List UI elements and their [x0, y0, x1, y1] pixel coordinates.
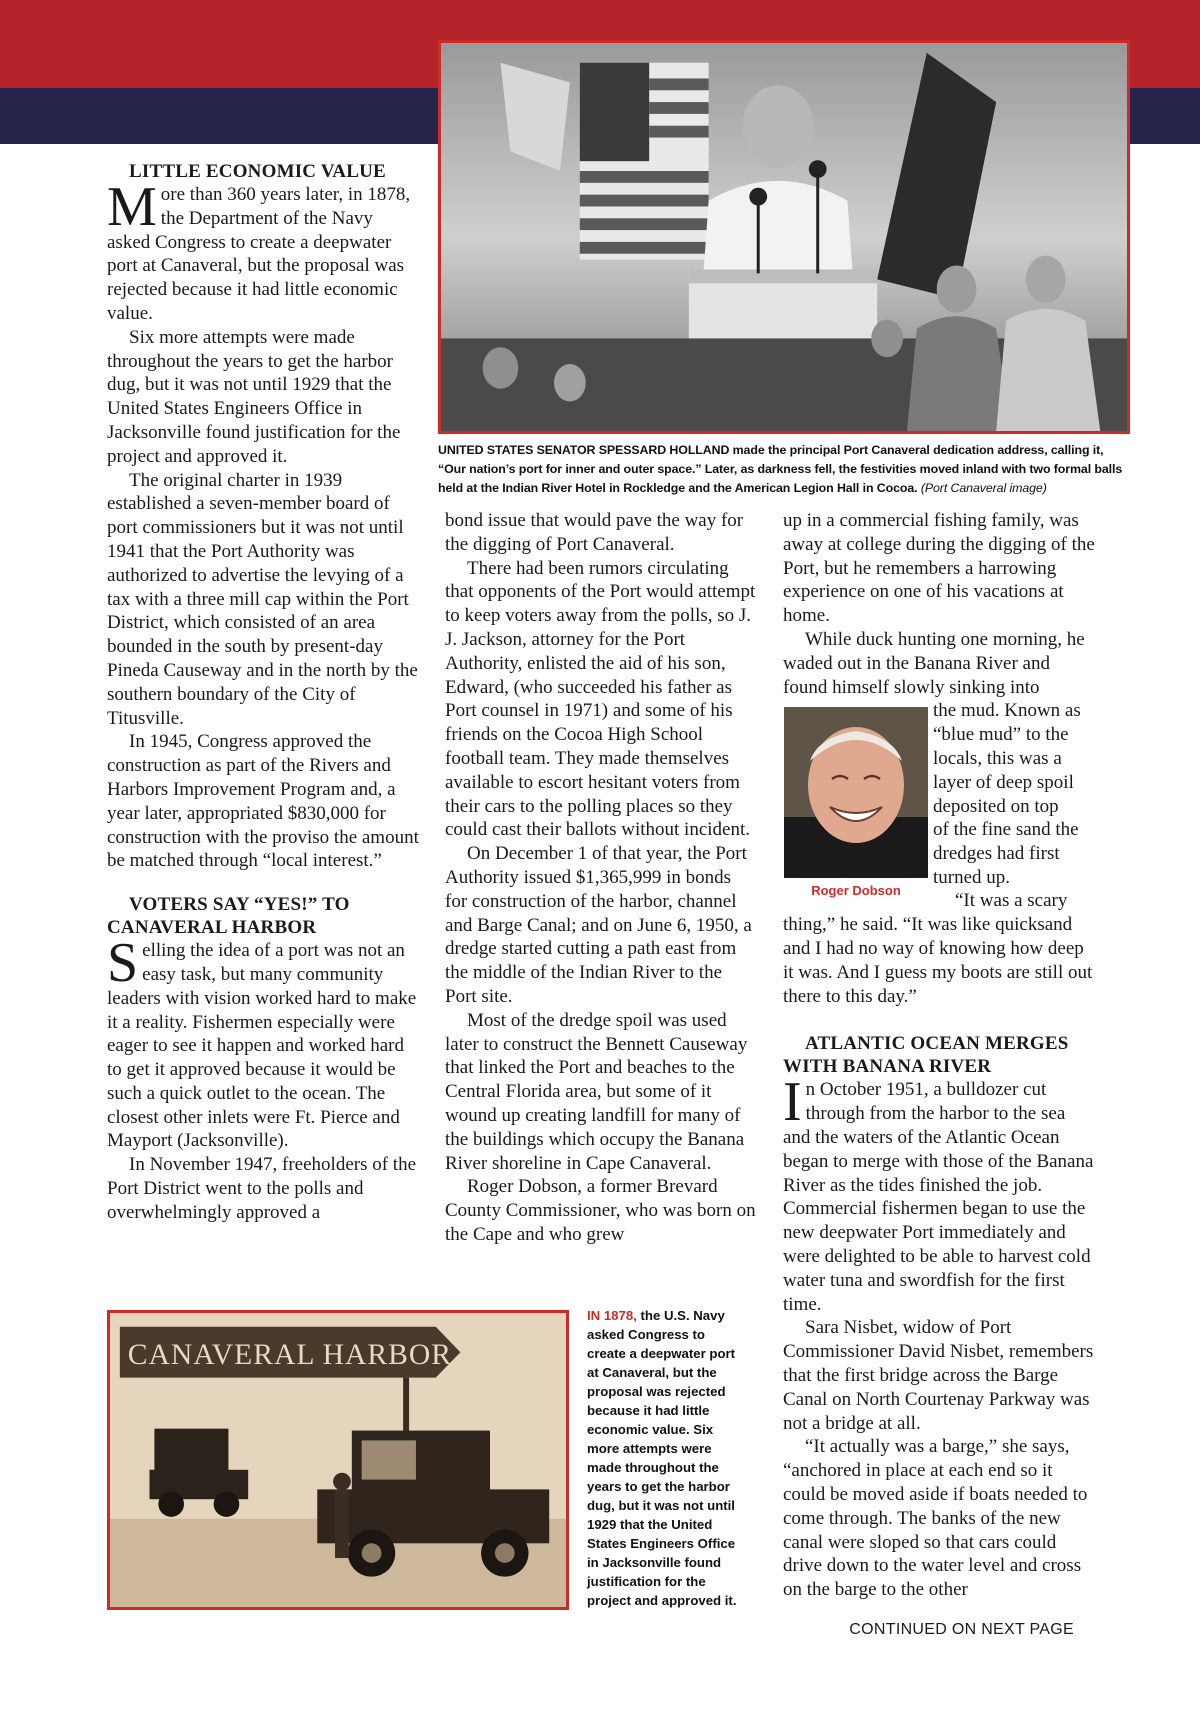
continued-label: CONTINUED ON NEXT PAGE	[849, 1621, 1074, 1638]
drop-cap: M	[107, 176, 157, 238]
paragraph: The original charter in 1939 established a seven-member board of port commissioners but it was not until 1941 that the Port Authority was authorized to advertise the levying of a tax with a three mill cap within the Port District, which consisted of an area bounded in the south by present-day Pineda Causeway and in the north by the southern boundary of the City of Titusville.	[107, 469, 418, 729]
paragraph: There had been rumors circulating that opponents of the Port would attempt to keep voters away from the polls, so J. J. Jackson, attorney for the Port Authority, enlisted the aid of his son, Edward, (who succeeded his father as Port counsel in 1971) and some of his friends on the Cocoa High School football team. They made themselves available to escort hesitant voters from their cars to the polling places so they could cast their ballots without incident.	[445, 557, 756, 841]
drop-cap: I	[783, 1071, 802, 1134]
paragraph: Most of the dredge spoil was used later to construct the Bennett Causeway that linked the Port and beaches to the Central Florida area, but some of it wound up creating landfill for many of the buildings which occupy the Banana River shoreline in Cape Canaveral.	[445, 1009, 748, 1174]
dedication-photo-caption	[438, 441, 1128, 498]
caption-body: the U.S. Navy asked Congress to create a deepwater port at Canaveral, but the proposal was rejected because it had little economic value. Six more attempts were made throughout the years to get the harbor dug, but it was not until 1929 that the United States Engineers Office in Jacksonville found justification for the project and approved it.	[587, 1308, 737, 1608]
paragraph: up in a commercial fishing family, was away at college during the digging of the Port, but he remembers a harrowing experience on one of his vacations at home.	[783, 510, 1095, 627]
middle-column	[445, 509, 756, 1247]
paragraph: In November 1947, freeholders of the Port District went to the polls and overwhelmingly approved a	[107, 1154, 417, 1223]
wrap-text: the mud. Known as “blue mud” to the locals, this was a layer of deep spoil deposited on top of the fine sand the dredges had first turned up.	[933, 700, 1081, 888]
paragraph: thing,” he said. “It was like quicksand and I had no way of knowing how deep it was. And I guess my boots are still out there to this day.”	[783, 914, 1093, 1007]
caption-text: UNITED STATES SENATOR SPESSARD HOLLAND made the principal Port Canaveral dedication address, calling it, “Our nation’s port for inner and outer space.” Later, as darkness fell, the festivities moved inland with two formal balls held at the Indian River Hotel in Rockledge and the American Legion Hall in Cocoa.	[438, 443, 1123, 495]
paragraph: Six more attempts were made throughout the years to get the harbor dug, but it was not until 1929 that the United States Engineers Office in Jacksonville found justification for the project and approved it.	[107, 326, 401, 467]
paragraph: bond issue that would pave the way for the digging of Port Canaveral.	[445, 510, 744, 555]
drop-cap: S	[107, 932, 139, 995]
canaveral-harbor-photo	[107, 1310, 569, 1610]
paragraph: Selling the idea of a port was not an easy task, but many community leaders with vision worked hard to make it a reality. Fishermen especially were eager to see it happen and worked hard to get it approved because it would be such a quick outlet to the ocean. The closest other inlets were Ft. Pierce and Mayport (Jacksonville).	[107, 932, 417, 1152]
portrait-caption: Roger Dobson	[811, 883, 901, 898]
paragraph: In October 1951, a bulldozer cut through from the harbor to the sea and the waters of the Atlantic Ocean began to merge with those of the Banana River as the tides finished the job. Commercial fishermen began to use the new deepwater Port immediately and were delighted to be able to harvest cold water tuna and swordfish for the first time.	[783, 1071, 1094, 1315]
roger-dobson-portrait	[784, 707, 928, 878]
section-heading-economic-value: LITTLE ECONOMIC VALUE	[129, 161, 386, 182]
paragraph: In 1945, Congress approved the construction as part of the Rivers and Harbors Improvement Program and, a year later, appropriated $830,000 for construction with the proviso the amount be matched through “local interest.”	[107, 731, 419, 872]
wrap-text-quote: “It was a scary	[955, 890, 1068, 912]
caption-credit: (Port Canaveral image)	[920, 481, 1047, 495]
harbor-photo-caption	[587, 1306, 747, 1610]
paragraph: On December 1 of that year, the Port Authority issued $1,365,999 in bonds for construction of the harbor, channel and Barge Canal; and on June 6, 1950, a dredge started cutting a path east from the middle of the Indian River to the Port site.	[445, 843, 752, 1007]
paragraph: Sara Nisbet, widow of Port Commissioner David Nisbet, remembers that the first bridge across the Barge Canal on North Courtenay Parkway was not a bridge at all.	[783, 1317, 1094, 1434]
paragraph: While duck hunting one morning, he waded out in the Banana River and found himself slowly sinking into	[783, 628, 1085, 698]
paragraph: More than 360 years later, in 1878, the Department of the Navy asked Congress to create a deepwater port at Canaveral, but the proposal was rejected because it had little economic value.	[107, 176, 411, 324]
section-heading-atlantic: ATLANTIC OCEAN MERGES WITH BANANA RIVER	[783, 1033, 1069, 1078]
section-heading-voters: VOTERS SAY “YES!” TO CANAVERAL HARBOR	[107, 894, 350, 939]
paragraph: Roger Dobson, a former Brevard County Commissioner, who was born on the Cape and who grew	[445, 1176, 756, 1245]
dedication-photo	[438, 40, 1130, 434]
paragraph: “It actually was a barge,” she says, “anchored in place at each end so it could be moved aside if boats needed to come through. The banks of the new canal were sloped so that cars could drive down to the water level and cross on the barge to the other	[783, 1436, 1088, 1601]
right-column	[783, 509, 1095, 1602]
left-column	[107, 160, 419, 1225]
harbor-sign-text: CANAVERAL HARBOR	[127, 1339, 452, 1371]
caption-lead: IN 1878,	[587, 1308, 637, 1323]
